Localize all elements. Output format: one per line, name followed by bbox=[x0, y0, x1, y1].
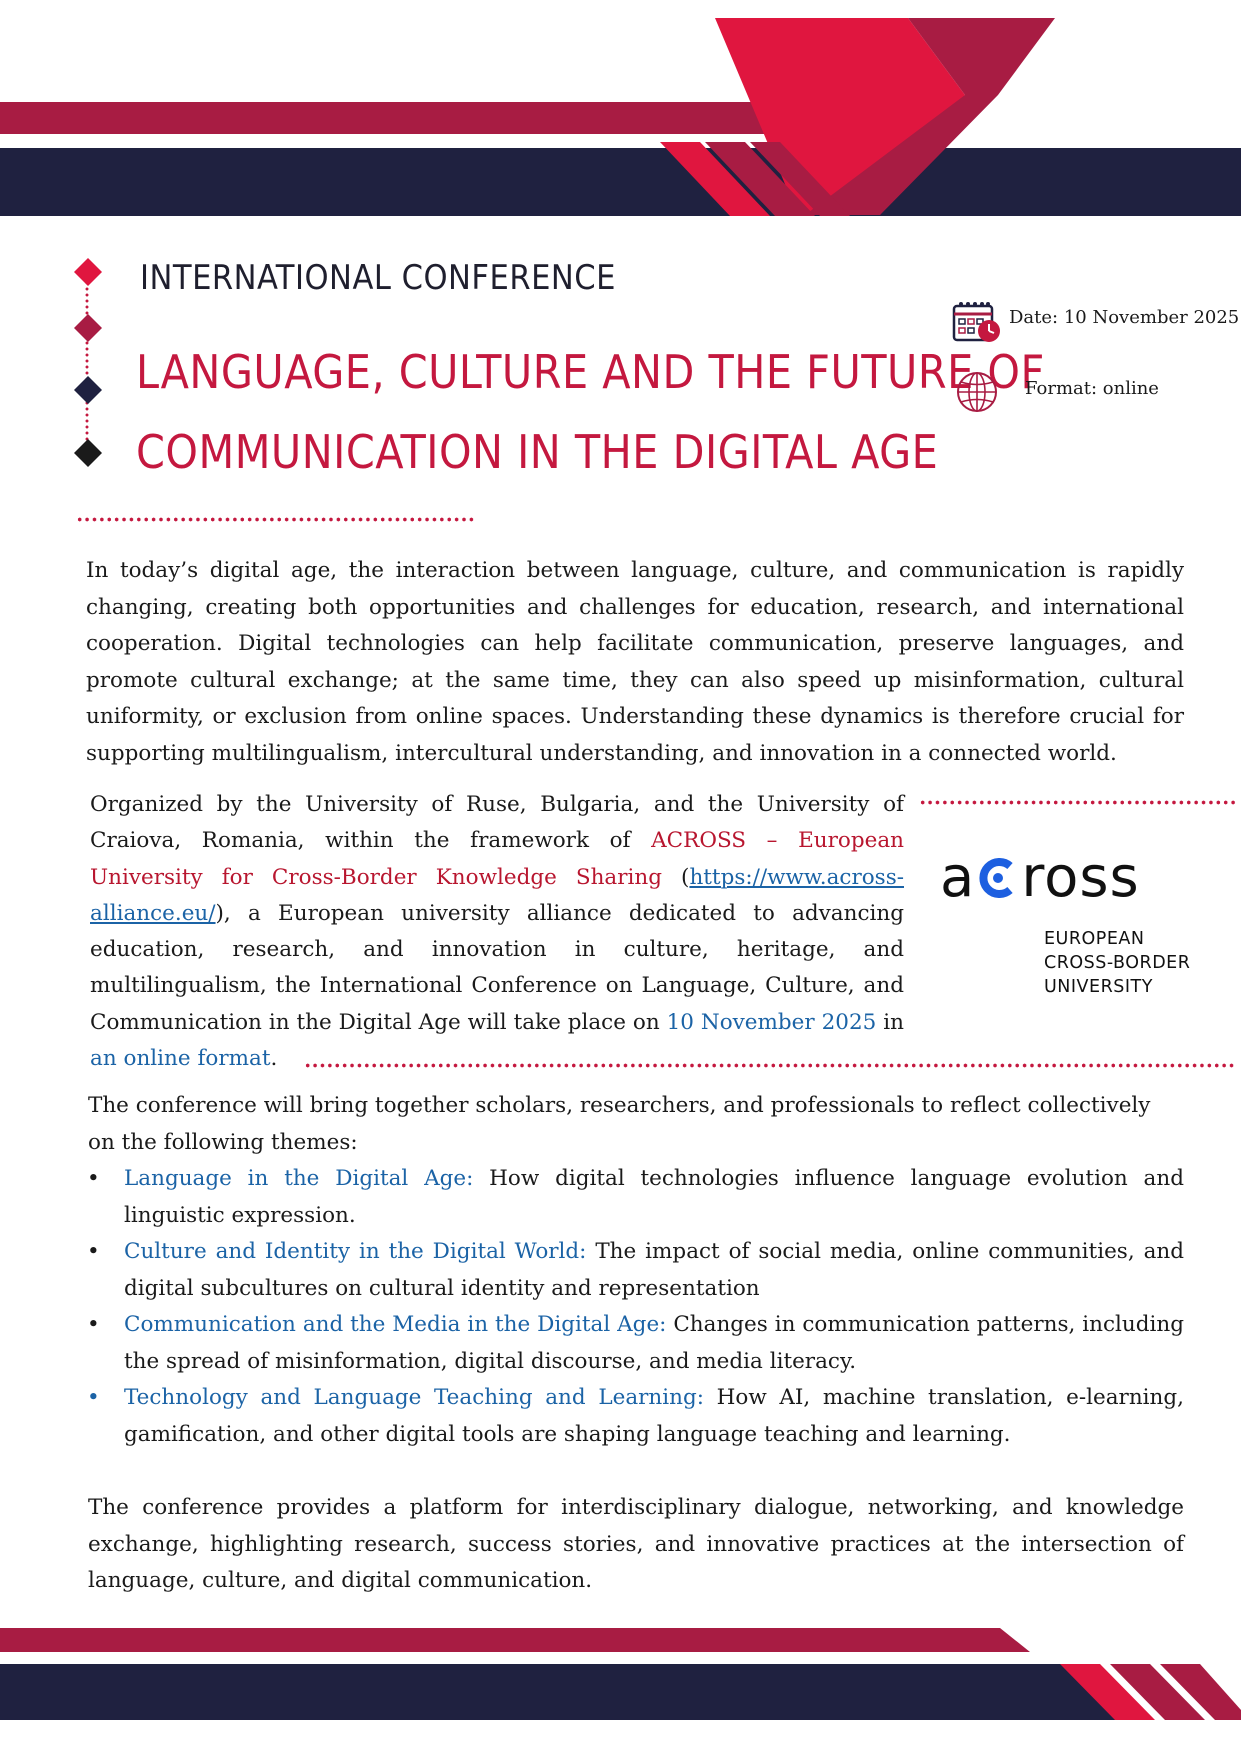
calendar-clock-icon bbox=[952, 300, 1002, 344]
format-label: Format: online bbox=[1025, 378, 1159, 399]
bullet-icon: • bbox=[87, 1312, 100, 1337]
closing-paragraph: The conference provides a platform for interdisciplinary dialogue, networking, and knowledge exchange, highlighting research, success stories, and innovative practices at the intersection of language, culture, and digital communication. bbox=[88, 1495, 1184, 1593]
themes-list bbox=[87, 1161, 1184, 1453]
logo-sub-line-3: UNIVERSITY bbox=[1044, 977, 1153, 997]
across-name: ACROSS – European University for Cross-Border Knowledge Sharing bbox=[90, 828, 904, 890]
theme-text: How AI, machine translation, e-learning, gamification, and other digital tools are shaping language teaching and learning. bbox=[124, 1385, 1185, 1447]
organized-text-1: Organized by the University of Ruse, Bulgaria, and the University of Craiova, Romania, within the framework of bbox=[90, 792, 904, 854]
bullet-icon: • bbox=[87, 1239, 100, 1264]
top-banner bbox=[0, 0, 1241, 220]
logo-letter-a: a bbox=[940, 845, 976, 910]
organized-paragraph bbox=[90, 787, 904, 1077]
organized-text-5: . bbox=[270, 1046, 278, 1072]
bullet-icon: • bbox=[87, 1166, 100, 1191]
logo-wordmark bbox=[940, 845, 1140, 910]
logo-sub-line-2: CROSS-BORDER bbox=[1044, 953, 1191, 973]
list-item bbox=[87, 1307, 1184, 1380]
event-format: an online format bbox=[90, 1046, 271, 1072]
conference-title bbox=[136, 332, 1045, 492]
list-item bbox=[87, 1234, 1184, 1307]
diamond-column bbox=[68, 256, 108, 471]
intro-paragraph: In today’s digital age, the interaction between language, culture, and communication is rapidly changing, creating both opportunities and challenges for education, research, and international cooperation. Digital technologies can help facilitate communication, preserve languages, and promote cultural exchange; at the same time, they can also speed up misinformation, cultural uniformity, or exclusion from online spaces. Understanding these dynamics is therefore crucial for supporting multilingualism, intercultural understanding, and innovation in a connected world. bbox=[86, 558, 1184, 766]
theme-text: How digital technologies influence language evolution and linguistic expression. bbox=[124, 1166, 1184, 1228]
theme-title: Language in the Digital Age: bbox=[124, 1166, 474, 1191]
theme-text: Changes in communication patterns, including the spread of misinformation, digital discourse, and media literacy. bbox=[124, 1312, 1185, 1374]
theme-title: Technology and Language Teaching and Learning: bbox=[124, 1385, 704, 1410]
globe-icon bbox=[955, 370, 999, 414]
across-logo bbox=[940, 845, 1191, 1005]
conference-kicker: INTERNATIONAL CONFERENCE bbox=[140, 258, 616, 298]
across-link[interactable]: https://www.across-alliance.eu/ bbox=[90, 864, 904, 926]
theme-text: The impact of social media, online communities, and digital subcultures on cultural identity and representation bbox=[124, 1239, 1185, 1301]
bullet-icon: • bbox=[87, 1385, 100, 1410]
title-line-1: LANGUAGE, CULTURE AND THE FUTURE OF bbox=[136, 345, 1045, 399]
logo-c-mark bbox=[976, 847, 1020, 887]
title-divider-dots bbox=[76, 517, 474, 522]
logo-bottom-dots bbox=[304, 1063, 1237, 1068]
title-line-2: COMMUNICATION IN THE DIGITAL AGE bbox=[136, 425, 939, 479]
bottom-banner bbox=[0, 1620, 1241, 1730]
logo-subtitle bbox=[1044, 927, 1190, 999]
list-item bbox=[87, 1380, 1184, 1453]
date-label: Date: 10 November 2025 bbox=[1009, 307, 1240, 328]
list-item bbox=[87, 1161, 1184, 1234]
logo-letters-ross: ross bbox=[1021, 845, 1140, 910]
theme-title: Culture and Identity in the Digital World: bbox=[124, 1239, 587, 1264]
themes-intro: The conference will bring together scholars, researchers, and professionals to reflect collectively on the following themes: bbox=[88, 1093, 1151, 1155]
organized-text-2: ( bbox=[662, 864, 690, 890]
theme-title: Communication and the Media in the Digital Age: bbox=[124, 1312, 667, 1337]
organized-text-4: in bbox=[876, 1009, 905, 1035]
organized-text-3: ), a European university alliance dedicated to advancing education, research, and innovation in culture, heritage, and multilingualism, the International Conference on Language, Culture, and Communication in the Digital Age will take place on bbox=[90, 900, 904, 1035]
event-date: 10 November 2025 bbox=[666, 1009, 877, 1035]
logo-sub-line-1: EUROPEAN bbox=[1044, 929, 1145, 949]
logo-top-dots bbox=[919, 800, 1237, 805]
